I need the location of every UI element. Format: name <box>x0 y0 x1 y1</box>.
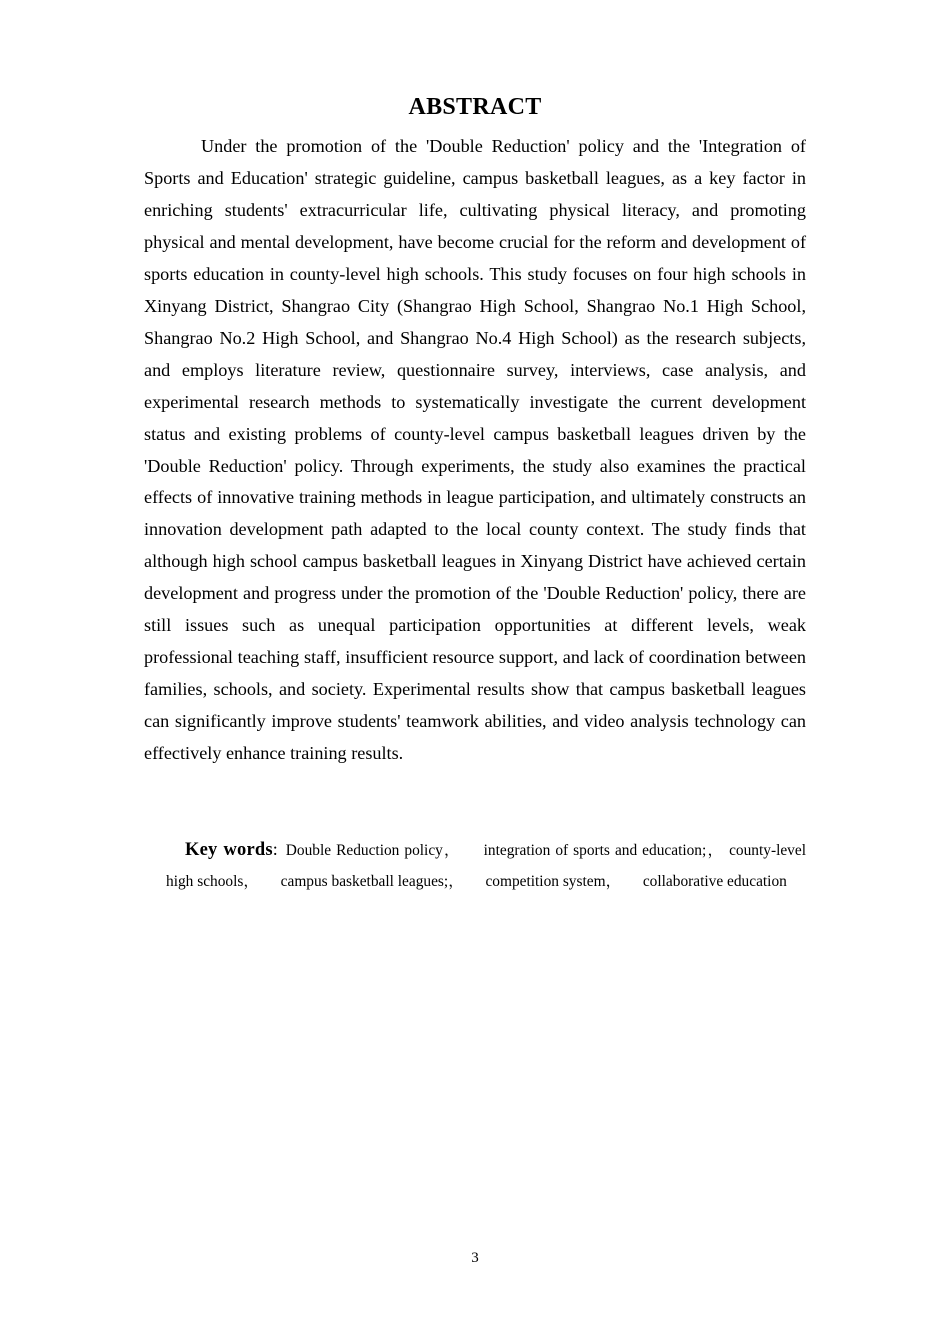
keyword-separator: ， <box>243 873 259 890</box>
keyword-separator: ， <box>706 842 725 859</box>
keyword-separator: ， <box>605 873 621 890</box>
keyword-item: collaborative education <box>642 873 787 890</box>
keyword-item: Double Reduction policy <box>285 842 443 859</box>
page-number: 3 <box>471 1250 479 1266</box>
keyword-item: county-level high schools <box>166 842 806 890</box>
abstract-heading: ABSTRACT <box>408 94 542 120</box>
keyword-item: integration of sports and education; <box>483 842 707 859</box>
keywords-section <box>166 834 806 897</box>
abstract-paragraph: Under the promotion of the 'Double Reduction' policy and the 'Integration of Sports and Education' strategic guideline, campus basketball leagues, as a key factor in enriching students' extracurricular life, cultivating physical literacy, and promoting physical and mental development, have become crucial for the reform and development of sports education in county-level high schools. This study focuses on four high schools in Xinyang District, Shangrao City (Shangrao High School, Shangrao No.1 High School, Shangrao No.2 High School, and Shangrao No.4 High School) as the research subjects, and employs literature review, questionnaire survey, interviews, case analysis, and experimental research methods to systematically investigate the current development status and existing problems of county-level campus basketball leagues driven by the 'Double Reduction' policy. Through experiments, the study also examines the practical effects of innovative training methods in league participation, and ultimately constructs an innovation development path adapted to the local county context. The study finds that although high school campus basketball leagues in Xinyang District have achieved certain development and progress under the promotion of the 'Double Reduction' policy, there are still issues such as unequal participation opportunities at different levels, weak professional teaching staff, insufficient resource support, and lack of coordination between families, schools, and society. Experimental results show that campus basketball leagues can significantly improve students' teamwork abilities, and video analysis technology can effectively enhance training results. <box>144 136 806 764</box>
keywords-label: Key words <box>185 840 273 860</box>
keyword-item: campus basketball leagues; <box>280 873 449 890</box>
keyword-item: competition system <box>485 873 606 890</box>
keyword-separator: ， <box>448 873 464 890</box>
keyword-separator: ， <box>442 842 461 859</box>
keywords-colon: : <box>272 839 278 859</box>
